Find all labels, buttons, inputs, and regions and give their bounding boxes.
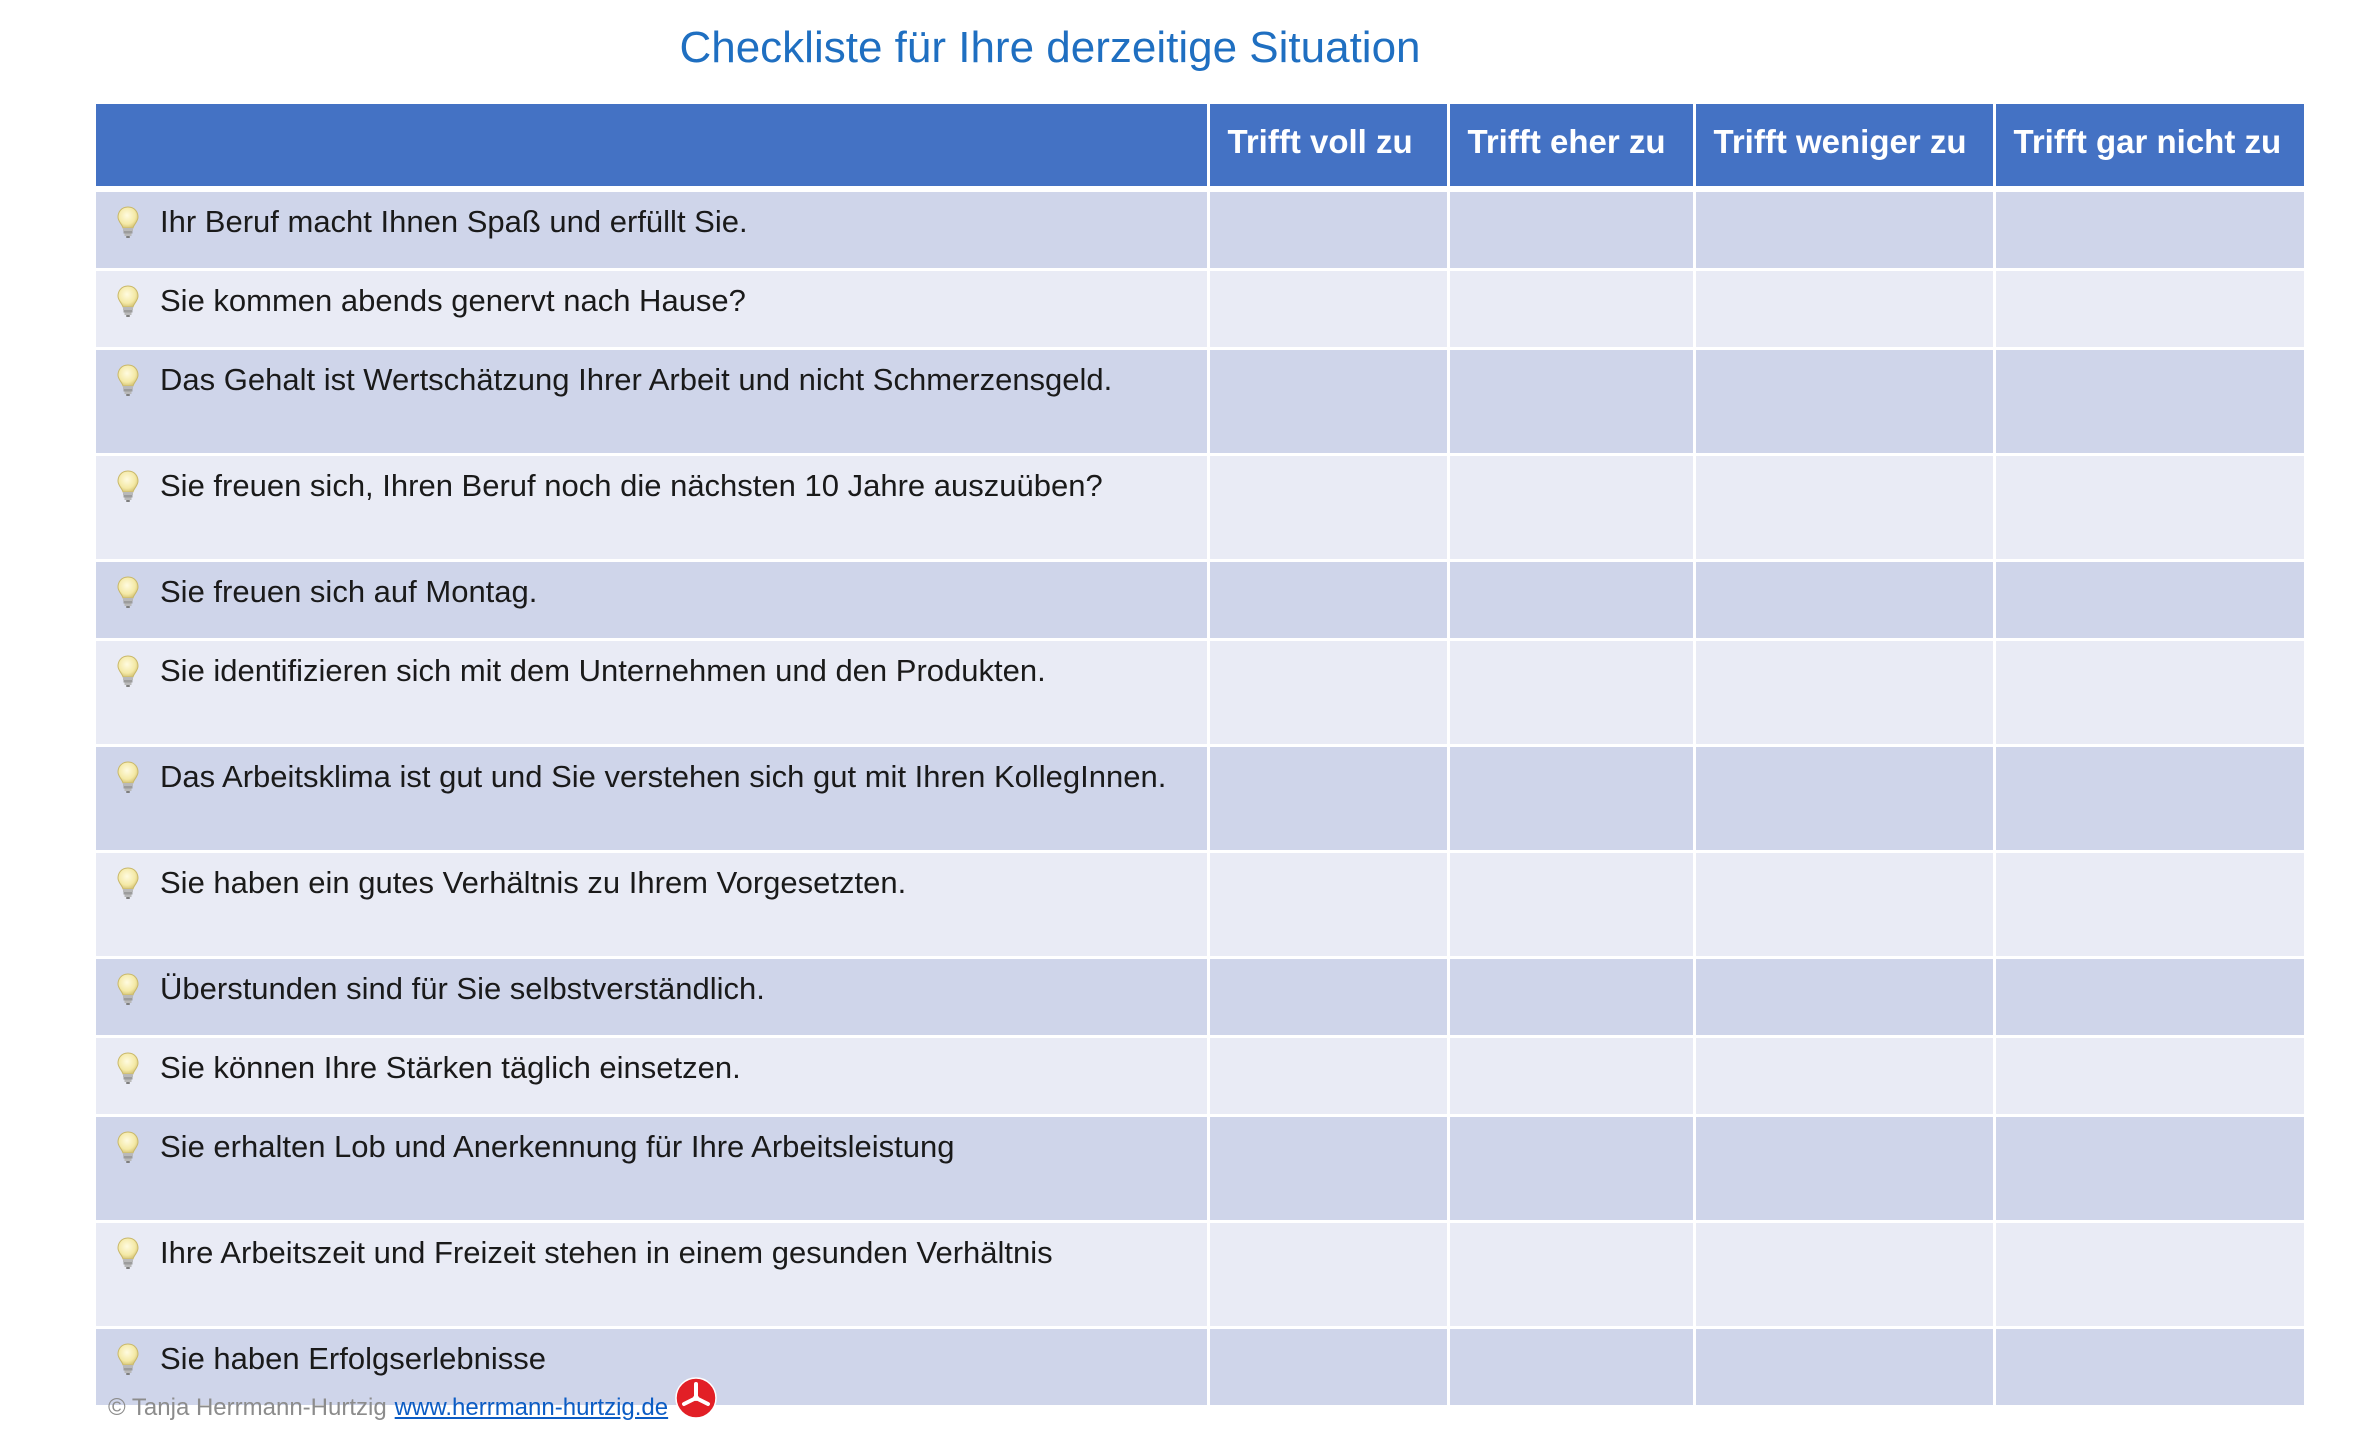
statement-text: Sie identifizieren sich mit dem Unternehmen und den Produkten. (160, 653, 1046, 688)
table-row (96, 561, 2304, 640)
statement-cell (96, 189, 1208, 270)
statement-text: Ihr Beruf macht Ihnen Spaß und erfüllt Sie. (160, 204, 748, 239)
statement-text: Das Arbeitsklima ist gut und Sie verstehen sich gut mit Ihren KollegInnen. (160, 759, 1167, 794)
answer-cell-trifft-eher-zu[interactable] (1448, 349, 1694, 455)
header-trifft-voll-zu: Trifft voll zu (1208, 104, 1448, 189)
table-row (96, 1222, 2304, 1328)
table-row (96, 746, 2304, 852)
answer-cell-trifft-voll-zu[interactable] (1208, 746, 1448, 852)
statement-cell (96, 455, 1208, 561)
checklist-table (96, 104, 2304, 1408)
statement-text: Ihre Arbeitszeit und Freizeit stehen in einem gesunden Verhältnis (160, 1235, 1053, 1270)
statement-cell (96, 746, 1208, 852)
lightbulb-icon (114, 865, 142, 901)
answer-cell-trifft-gar-nicht-zu[interactable] (1994, 1037, 2304, 1116)
statement-text: Sie freuen sich, Ihren Beruf noch die nächsten 10 Jahre auszuüben? (160, 468, 1103, 503)
statement-text: Sie können Ihre Stärken täglich einsetzen. (160, 1050, 741, 1085)
statement-cell (96, 1222, 1208, 1328)
statement-cell (96, 349, 1208, 455)
answer-cell-trifft-eher-zu[interactable] (1448, 746, 1694, 852)
statement-text: Sie freuen sich auf Montag. (160, 574, 538, 609)
answer-cell-trifft-voll-zu[interactable] (1208, 1328, 1448, 1407)
table-row (96, 852, 2304, 958)
answer-cell-trifft-weniger-zu[interactable] (1694, 1328, 1994, 1407)
statement-cell (96, 958, 1208, 1037)
table-row (96, 349, 2304, 455)
answer-cell-trifft-voll-zu[interactable] (1208, 561, 1448, 640)
answer-cell-trifft-gar-nicht-zu[interactable] (1994, 958, 2304, 1037)
lightbulb-icon (114, 362, 142, 398)
answer-cell-trifft-gar-nicht-zu[interactable] (1994, 455, 2304, 561)
answer-cell-trifft-gar-nicht-zu[interactable] (1994, 1328, 2304, 1407)
answer-cell-trifft-eher-zu[interactable] (1448, 189, 1694, 270)
answer-cell-trifft-gar-nicht-zu[interactable] (1994, 852, 2304, 958)
lightbulb-icon (114, 653, 142, 689)
lightbulb-icon (114, 971, 142, 1007)
answer-cell-trifft-eher-zu[interactable] (1448, 640, 1694, 746)
answer-cell-trifft-weniger-zu[interactable] (1694, 852, 1994, 958)
statement-cell (96, 561, 1208, 640)
answer-cell-trifft-voll-zu[interactable] (1208, 1037, 1448, 1116)
answer-cell-trifft-eher-zu[interactable] (1448, 561, 1694, 640)
header-row (96, 104, 2304, 189)
footer-copyright: © Tanja Herrmann-Hurtzig (108, 1394, 387, 1421)
lightbulb-icon (114, 1235, 142, 1271)
answer-cell-trifft-gar-nicht-zu[interactable] (1994, 270, 2304, 349)
answer-cell-trifft-eher-zu[interactable] (1448, 455, 1694, 561)
lightbulb-icon (114, 574, 142, 610)
answer-cell-trifft-weniger-zu[interactable] (1694, 1037, 1994, 1116)
table-row (96, 270, 2304, 349)
header-trifft-eher-zu: Trifft eher zu (1448, 104, 1694, 189)
header-trifft-gar-nicht-zu: Trifft gar nicht zu (1994, 104, 2304, 189)
answer-cell-trifft-eher-zu[interactable] (1448, 958, 1694, 1037)
statement-cell (96, 1037, 1208, 1116)
answer-cell-trifft-gar-nicht-zu[interactable] (1994, 189, 2304, 270)
footer-website-link[interactable]: www.herrmann-hurtzig.de (394, 1394, 669, 1421)
header-statement (96, 104, 1208, 189)
answer-cell-trifft-eher-zu[interactable] (1448, 1037, 1694, 1116)
header-trifft-weniger-zu: Trifft weniger zu (1694, 104, 1994, 189)
answer-cell-trifft-voll-zu[interactable] (1208, 189, 1448, 270)
answer-cell-trifft-weniger-zu[interactable] (1694, 189, 1994, 270)
answer-cell-trifft-eher-zu[interactable] (1448, 1328, 1694, 1407)
answer-cell-trifft-voll-zu[interactable] (1208, 1222, 1448, 1328)
answer-cell-trifft-gar-nicht-zu[interactable] (1994, 746, 2304, 852)
answer-cell-trifft-weniger-zu[interactable] (1694, 270, 1994, 349)
table-row (96, 640, 2304, 746)
answer-cell-trifft-eher-zu[interactable] (1448, 852, 1694, 958)
lightbulb-icon (114, 1050, 142, 1086)
statement-cell (96, 640, 1208, 746)
answer-cell-trifft-weniger-zu[interactable] (1694, 958, 1994, 1037)
footer (108, 1386, 718, 1430)
table-row (96, 958, 2304, 1037)
answer-cell-trifft-eher-zu[interactable] (1448, 1116, 1694, 1222)
answer-cell-trifft-gar-nicht-zu[interactable] (1994, 561, 2304, 640)
answer-cell-trifft-weniger-zu[interactable] (1694, 349, 1994, 455)
table-row (96, 1037, 2304, 1116)
answer-cell-trifft-gar-nicht-zu[interactable] (1994, 640, 2304, 746)
answer-cell-trifft-voll-zu[interactable] (1208, 852, 1448, 958)
lightbulb-icon (114, 759, 142, 795)
answer-cell-trifft-weniger-zu[interactable] (1694, 561, 1994, 640)
statement-text: Das Gehalt ist Wertschätzung Ihrer Arbeit und nicht Schmerzensgeld. (160, 362, 1113, 397)
statement-text: Sie haben Erfolgserlebnisse (160, 1341, 547, 1376)
statement-text: Sie kommen abends genervt nach Hause? (160, 283, 746, 318)
answer-cell-trifft-weniger-zu[interactable] (1694, 1116, 1994, 1222)
statement-cell (96, 1116, 1208, 1222)
answer-cell-trifft-voll-zu[interactable] (1208, 349, 1448, 455)
statement-text: Sie erhalten Lob und Anerkennung für Ihre Arbeitsleistung (160, 1129, 955, 1164)
lightbulb-icon (114, 1129, 142, 1165)
lightbulb-icon (114, 468, 142, 504)
answer-cell-trifft-eher-zu[interactable] (1448, 1222, 1694, 1328)
lightbulb-icon (114, 1341, 142, 1377)
statement-text: Überstunden sind für Sie selbstverständlich. (160, 971, 765, 1006)
page-title: Checkliste für Ihre derzeitige Situation (679, 23, 1421, 72)
table-row (96, 189, 2304, 270)
answer-cell-trifft-weniger-zu[interactable] (1694, 640, 1994, 746)
answer-cell-trifft-eher-zu[interactable] (1448, 270, 1694, 349)
answer-cell-trifft-voll-zu[interactable] (1208, 640, 1448, 746)
answer-cell-trifft-gar-nicht-zu[interactable] (1994, 1116, 2304, 1222)
brand-logo-icon (674, 1376, 718, 1420)
answer-cell-trifft-weniger-zu[interactable] (1694, 1222, 1994, 1328)
lightbulb-icon (114, 204, 142, 240)
statement-cell (96, 270, 1208, 349)
table-row (96, 1116, 2304, 1222)
lightbulb-icon (114, 283, 142, 319)
answer-cell-trifft-voll-zu[interactable] (1208, 1116, 1448, 1222)
answer-cell-trifft-gar-nicht-zu[interactable] (1994, 1222, 2304, 1328)
statement-text: Sie haben ein gutes Verhältnis zu Ihrem Vorgesetzten. (160, 865, 907, 900)
answer-cell-trifft-voll-zu[interactable] (1208, 270, 1448, 349)
answer-cell-trifft-gar-nicht-zu[interactable] (1994, 349, 2304, 455)
table-row (96, 455, 2304, 561)
answer-cell-trifft-voll-zu[interactable] (1208, 455, 1448, 561)
answer-cell-trifft-voll-zu[interactable] (1208, 958, 1448, 1037)
answer-cell-trifft-weniger-zu[interactable] (1694, 455, 1994, 561)
statement-cell (96, 852, 1208, 958)
answer-cell-trifft-weniger-zu[interactable] (1694, 746, 1994, 852)
